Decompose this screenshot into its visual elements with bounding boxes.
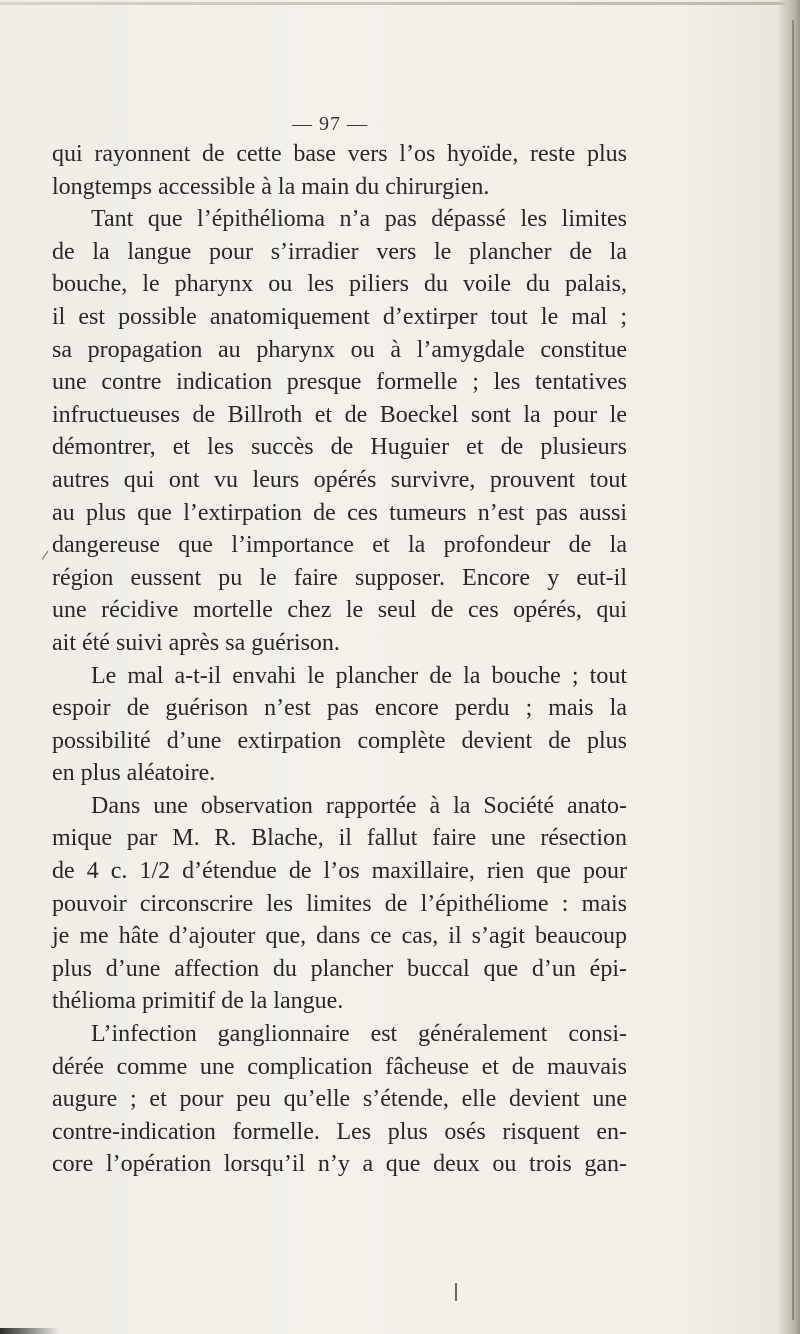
text-line: qui rayonnent de cette base vers l’os hyoïde, reste plus: [52, 141, 627, 167]
text-line: Tant que l’épithélioma n’a pas dépassé les limites: [91, 206, 627, 233]
text-line: autres qui ont vu leurs opérés survivre, prouvent tout: [52, 466, 627, 493]
text-line: de la langue pour s’irradier vers le plancher de la: [52, 238, 627, 265]
text-line: en plus aléatoire.: [52, 760, 216, 787]
bottom-tick-mark: [455, 1283, 457, 1301]
text-line: dérée comme une complication fâcheuse et de mauvais: [52, 1053, 627, 1080]
page-number: — 97 —: [292, 113, 368, 135]
text-line: sa propagation au pharynx ou à l’amygdale constitue: [52, 336, 627, 363]
text-line: possibilité d’une extirpation complète devient de plus: [52, 727, 627, 754]
text-line: démontrer, et les succès de Huguier et de plusieurs: [52, 434, 627, 461]
text-line: région eussent pu le faire supposer. Encore y eut-il: [52, 564, 627, 591]
text-line: longtemps accessible à la main du chirurgien.: [52, 173, 490, 200]
text-line: de 4 c. 1/2 d’étendue de l’os maxillaire, rien que pour: [52, 858, 627, 885]
text-line: espoir de guérison n’est pas encore perdu ; mais la: [52, 695, 627, 722]
text-line: contre-indication formelle. Les plus osés risquent en-: [52, 1118, 627, 1145]
text-line: je me hâte d’ajouter que, dans ce cas, il s’agit beaucoup: [52, 923, 627, 950]
top-edge-shadow: [0, 2, 800, 5]
text-line: augure ; et pour peu qu’elle s’étende, elle devient une: [52, 1086, 627, 1113]
text-line: L’infection ganglionnaire est généralement consi-: [91, 1021, 627, 1048]
text-line: il est possible anatomiquement d’extirper tout le mal ;: [52, 303, 627, 330]
text-line: infructueuses de Billroth et de Boeckel sont la pour le: [52, 401, 627, 428]
text-line: core l’opération lorsqu’il n’y a que deux ou trois gan-: [52, 1151, 627, 1178]
text-line: pouvoir circonscrire les limites de l’épithéliome : mais: [52, 890, 627, 917]
text-line: une récidive mortelle chez le seul de ces opérés, qui: [52, 597, 627, 624]
text-line: plus d’une affection du plancher buccal que d’un épi-: [52, 955, 627, 982]
text-line: Le mal a-t-il envahi le plancher de la bouche ; tout: [91, 662, 627, 689]
text-line: mique par M. R. Blache, il fallut faire une résection: [52, 825, 627, 852]
text-line: thélioma primitif de la langue.: [52, 988, 344, 1015]
text-line: dangereuse que l’importance et la profondeur de la: [52, 532, 627, 559]
text-line: une contre indication presque formelle ; les tentatives: [52, 369, 627, 396]
text-line: au plus que l’extirpation de ces tumeurs n’est pas aussi: [52, 499, 627, 526]
binding-line: [792, 20, 794, 1320]
corner-shadow: [0, 1328, 60, 1334]
text-line: bouche, le pharynx ou les piliers du voile du palais,: [52, 271, 627, 298]
text-line: Dans une observation rapportée à la Société anato-: [91, 792, 627, 819]
text-line: ait été suivi après sa guérison.: [52, 629, 340, 656]
body-text: [52, 138, 627, 1181]
binding-edge: [778, 0, 800, 1334]
